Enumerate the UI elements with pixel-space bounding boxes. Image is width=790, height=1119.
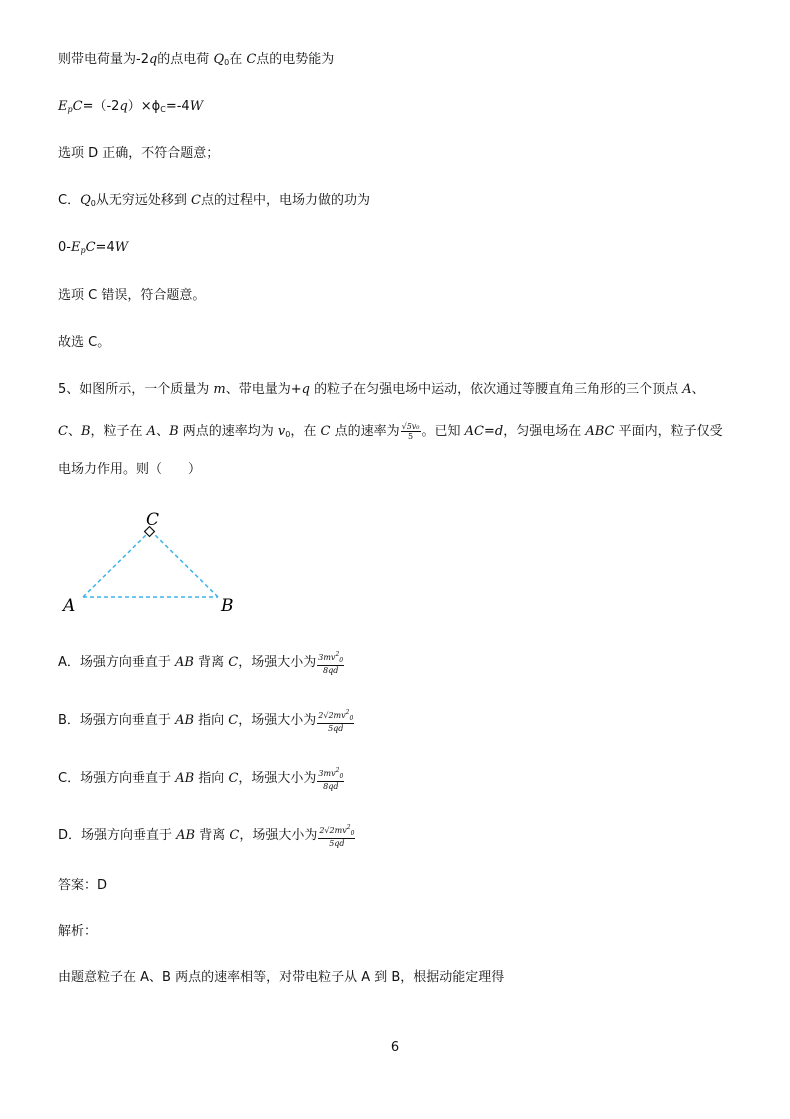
text-option-c-wrong: 选项 C 错误，符合题意。 <box>58 288 206 303</box>
vertex-label-c: C <box>146 510 160 530</box>
option-d[interactable]: D．场强方向垂直于 AB 背离 C，场强大小为 $\frac{2√2mv^2_0}{5qd}$ <box>58 824 355 848</box>
question-5-line-1: 5、如图所示，一个质量为 m、带电量为+q 的粒子在匀强电场中运动，依次通过等腰直角三角形的三个顶点 A、 <box>58 382 705 397</box>
option-c-fraction: $\frac{3mv^2_0}{8qd}$ <box>318 767 344 791</box>
option-a-fraction: $\frac{3mv^2_0}{8qd}$ <box>318 651 344 675</box>
vertex-label-b: B <box>221 596 234 616</box>
answer: 答案：D <box>58 878 108 893</box>
text-option-d-correct: 选项 D 正确，不符合题意； <box>58 146 220 161</box>
triangle-figure <box>58 505 258 617</box>
text-line-potential-energy-intro: 则带电荷量为-2q的点电荷 $Q_0$在 C点的电势能为 <box>58 52 335 67</box>
option-a[interactable]: A．场强方向垂直于 AB 背离 C，场强大小为 $\frac{3mv^2_0}{8qd}$ <box>58 651 344 675</box>
page-number: 6 <box>390 1040 400 1055</box>
side-bc <box>153 533 218 597</box>
question-5-line-2: C、B，粒子在 A、B 两点的速率均为 $v_0$，在 C 点的速率为 $\frac{\text{√5v₀}}{5}$ 。已知 AC=d，匀强电场在 ABC 平面内，粒子仅受 <box>58 422 723 441</box>
option-b[interactable]: B．场强方向垂直于 AB 指向 C，场强大小为 $\frac{2√2mv^2_0}{5qd}$ <box>58 709 354 733</box>
option-c[interactable]: C．场强方向垂直于 AB 指向 C，场强大小为 $\frac{3mv^2_0}{8qd}$ <box>58 767 344 791</box>
equation-work: $0-E_pC=4W$ <box>58 240 129 255</box>
option-b-fraction: $\frac{2√2mv^2_0}{5qd}$ <box>318 709 354 733</box>
analysis-text: 由题意粒子在 A、B 两点的速率相等，对带电粒子从 A 到 B，根据动能定理得 <box>58 970 505 985</box>
text-choose-c: 故选 C。 <box>58 335 111 350</box>
side-ac <box>83 533 148 597</box>
speed-fraction: $\frac{\text{√5v₀}}{5}$ <box>401 422 420 441</box>
vertex-label-a: A <box>63 596 76 616</box>
option-d-fraction: $\frac{2√2mv^2_0}{5qd}$ <box>319 824 355 848</box>
question-5-line-3: 电场力作用。则（ ） <box>58 462 202 477</box>
equation-potential-energy: $E_pC=(-2q)\times\phi_C=-4W$ <box>58 99 204 114</box>
text-option-c-work: C．$Q_0$从无穷远处移到 C点的过程中，电场力做的功为 <box>58 193 370 208</box>
analysis-title: 解析： <box>58 924 98 939</box>
